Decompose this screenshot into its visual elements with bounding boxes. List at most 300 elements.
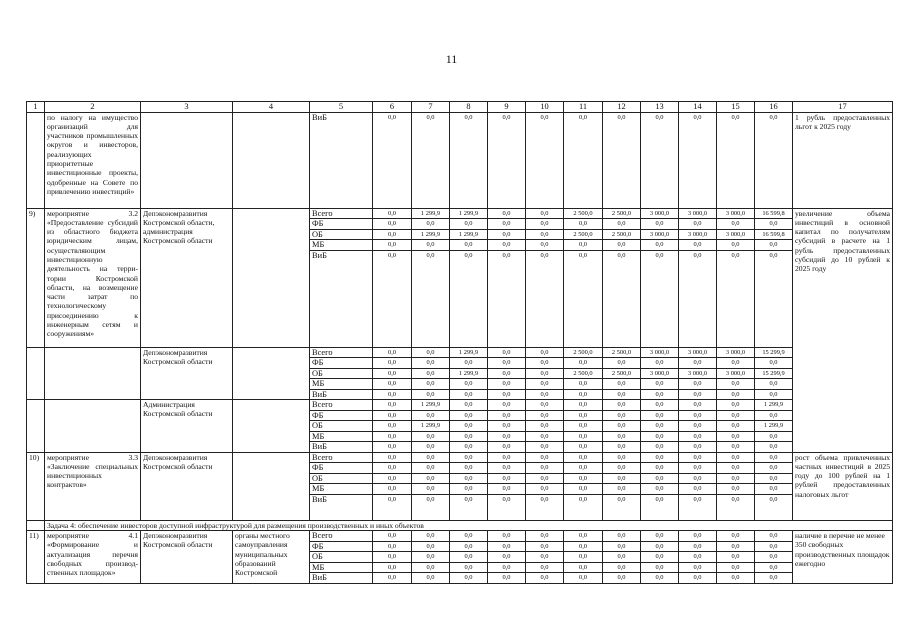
- value-cell: 0,0: [488, 552, 526, 563]
- value-cell: 0,0: [641, 494, 679, 520]
- value-cell: 3 000,0: [679, 229, 717, 240]
- value-cell: 0,0: [755, 112, 793, 208]
- value-cell: 0,0: [488, 229, 526, 240]
- value-cell: 0,0: [755, 473, 793, 484]
- value-cell: 0,0: [373, 400, 412, 411]
- value-cell: 0,0: [679, 473, 717, 484]
- value-cell: 0,0: [641, 484, 679, 495]
- value-cell: 3 000,0: [679, 208, 717, 219]
- value-cell: 3 000,0: [717, 229, 755, 240]
- value-cell: 0,0: [373, 541, 412, 552]
- value-cell: 0,0: [373, 240, 412, 251]
- value-cell: 0,0: [603, 431, 641, 442]
- value-cell: 0,0: [373, 219, 412, 230]
- value-cell: 0,0: [526, 442, 564, 453]
- value-cell: 0,0: [373, 250, 412, 347]
- value-cell: 0,0: [488, 494, 526, 520]
- value-cell: 1 299,9: [412, 421, 450, 432]
- value-cell: 0,0: [450, 219, 488, 230]
- value-cell: 1 299,9: [412, 400, 450, 411]
- value-cell: 0,0: [373, 463, 412, 474]
- value-cell: 0,0: [641, 410, 679, 421]
- row-number: 11): [27, 531, 45, 584]
- value-cell: 0,0: [717, 531, 755, 542]
- value-cell: 0,0: [564, 452, 603, 463]
- value-cell: 0,0: [755, 358, 793, 369]
- value-cell: 1 299,9: [450, 368, 488, 379]
- value-cell: 0,0: [755, 463, 793, 474]
- value-cell: 0,0: [717, 463, 755, 474]
- expected-result: наличие в перечне не менее 350 свободных производственных площадок ежегодно: [793, 531, 893, 584]
- executor: Депэкономразвития Костромской области: [141, 347, 233, 400]
- funding-type: ВиБ: [310, 112, 373, 208]
- value-cell: 0,0: [641, 531, 679, 542]
- value-cell: 2 500,0: [603, 229, 641, 240]
- value-cell: 0,0: [564, 494, 603, 520]
- measure-description: мероприятие 3.2 «Предоставление субсидий из областного бюджета юридическим лицам, осуществляющим инвестиционную деятельность на территории Костромской области, на возмещение части затрат по технологическому присоединению к инженерным сетям и сооружениям»: [45, 208, 141, 347]
- column-header: 7: [412, 102, 450, 113]
- row-number: 9): [27, 208, 45, 347]
- value-cell: 0,0: [450, 421, 488, 432]
- value-cell: 0,0: [641, 573, 679, 584]
- value-cell: 0,0: [603, 219, 641, 230]
- funding-type: ОБ: [310, 473, 373, 484]
- value-cell: 0,0: [755, 494, 793, 520]
- funding-type: ВиБ: [310, 494, 373, 520]
- value-cell: 0,0: [603, 463, 641, 474]
- value-cell: 16 599,8: [755, 229, 793, 240]
- funding-type: ОБ: [310, 552, 373, 563]
- value-cell: 0,0: [488, 463, 526, 474]
- value-cell: 1 299,9: [755, 421, 793, 432]
- value-cell: 0,0: [755, 389, 793, 400]
- value-cell: 0,0: [564, 552, 603, 563]
- column-header: 6: [373, 102, 412, 113]
- value-cell: 3 000,0: [679, 368, 717, 379]
- value-cell: 0,0: [488, 562, 526, 573]
- value-cell: 0,0: [564, 219, 603, 230]
- value-cell: 0,0: [603, 240, 641, 251]
- value-cell: 0,0: [679, 552, 717, 563]
- value-cell: 0,0: [412, 494, 450, 520]
- value-cell: 0,0: [564, 379, 603, 390]
- table-row: [27, 531, 893, 542]
- value-cell: 0,0: [641, 240, 679, 251]
- value-cell: 3 000,0: [641, 347, 679, 358]
- value-cell: 0,0: [373, 347, 412, 358]
- value-cell: 0,0: [717, 562, 755, 573]
- value-cell: 0,0: [717, 552, 755, 563]
- value-cell: 0,0: [526, 389, 564, 400]
- funding-type: МБ: [310, 562, 373, 573]
- value-cell: 0,0: [603, 541, 641, 552]
- value-cell: 0,0: [564, 431, 603, 442]
- value-cell: 0,0: [526, 484, 564, 495]
- value-cell: 0,0: [564, 112, 603, 208]
- funding-type: МБ: [310, 431, 373, 442]
- value-cell: 0,0: [717, 112, 755, 208]
- value-cell: 0,0: [412, 347, 450, 358]
- value-cell: 0,0: [603, 562, 641, 573]
- funding-type: ОБ: [310, 421, 373, 432]
- funding-type: Всего: [310, 452, 373, 463]
- value-cell: 0,0: [488, 531, 526, 542]
- value-cell: 0,0: [488, 250, 526, 347]
- value-cell: 0,0: [373, 552, 412, 563]
- value-cell: 0,0: [450, 473, 488, 484]
- funding-type: ОБ: [310, 229, 373, 240]
- value-cell: 0,0: [564, 541, 603, 552]
- value-cell: 2 500,0: [603, 208, 641, 219]
- value-cell: 0,0: [526, 473, 564, 484]
- value-cell: 0,0: [412, 358, 450, 369]
- funding-type: ФБ: [310, 463, 373, 474]
- value-cell: 0,0: [488, 442, 526, 453]
- value-cell: 0,0: [755, 442, 793, 453]
- value-cell: 0,0: [603, 552, 641, 563]
- value-cell: 0,0: [679, 573, 717, 584]
- value-cell: 3 000,0: [717, 208, 755, 219]
- column-header: 10: [526, 102, 564, 113]
- value-cell: 1 299,9: [450, 347, 488, 358]
- value-cell: 2 500,0: [564, 368, 603, 379]
- value-cell: 0,0: [450, 541, 488, 552]
- value-cell: 0,0: [755, 219, 793, 230]
- value-cell: 0,0: [755, 562, 793, 573]
- value-cell: 0,0: [488, 421, 526, 432]
- value-cell: 0,0: [526, 112, 564, 208]
- value-cell: 0,0: [373, 562, 412, 573]
- value-cell: 0,0: [412, 473, 450, 484]
- value-cell: 0,0: [755, 250, 793, 347]
- value-cell: 0,0: [564, 463, 603, 474]
- table-row: [27, 208, 893, 219]
- value-cell: 0,0: [488, 431, 526, 442]
- value-cell: 0,0: [488, 112, 526, 208]
- value-cell: 0,0: [717, 431, 755, 442]
- value-cell: 0,0: [679, 358, 717, 369]
- funding-type: Всего: [310, 208, 373, 219]
- funding-type: ФБ: [310, 219, 373, 230]
- value-cell: 0,0: [603, 494, 641, 520]
- value-cell: 0,0: [717, 389, 755, 400]
- value-cell: 0,0: [526, 229, 564, 240]
- value-cell: 0,0: [526, 219, 564, 230]
- value-cell: 0,0: [641, 389, 679, 400]
- value-cell: 0,0: [450, 494, 488, 520]
- value-cell: 0,0: [755, 240, 793, 251]
- value-cell: 0,0: [564, 562, 603, 573]
- value-cell: 0,0: [755, 484, 793, 495]
- value-cell: 0,0: [564, 484, 603, 495]
- value-cell: 0,0: [755, 410, 793, 421]
- value-cell: 0,0: [603, 452, 641, 463]
- value-cell: 3 000,0: [717, 347, 755, 358]
- value-cell: 0,0: [755, 431, 793, 442]
- value-cell: 0,0: [641, 112, 679, 208]
- value-cell: 0,0: [641, 463, 679, 474]
- funding-type: ВиБ: [310, 389, 373, 400]
- value-cell: 3 000,0: [641, 229, 679, 240]
- value-cell: 0,0: [450, 250, 488, 347]
- value-cell: 0,0: [526, 410, 564, 421]
- value-cell: 0,0: [450, 562, 488, 573]
- value-cell: 0,0: [488, 208, 526, 219]
- table-row: [27, 112, 893, 208]
- funding-type: ФБ: [310, 541, 373, 552]
- value-cell: 0,0: [679, 112, 717, 208]
- value-cell: 0,0: [679, 400, 717, 411]
- co-executor: органы местного самоуправления муниципальных образований Костромской: [233, 531, 310, 584]
- value-cell: 0,0: [488, 573, 526, 584]
- value-cell: 0,0: [603, 389, 641, 400]
- value-cell: 0,0: [564, 531, 603, 542]
- expected-result: рост объема привлеченных частных инвестиций в 2025 году до 100 рублей на 1 рублей предоставленных налоговых льгот: [793, 452, 893, 520]
- value-cell: 0,0: [450, 442, 488, 453]
- value-cell: 0,0: [679, 463, 717, 474]
- column-header: 9: [488, 102, 526, 113]
- value-cell: 0,0: [679, 389, 717, 400]
- value-cell: 1 299,9: [450, 208, 488, 219]
- value-cell: 0,0: [564, 410, 603, 421]
- value-cell: 0,0: [641, 473, 679, 484]
- column-header: 16: [755, 102, 793, 113]
- value-cell: 0,0: [488, 368, 526, 379]
- value-cell: 0,0: [526, 494, 564, 520]
- value-cell: 1 299,9: [450, 229, 488, 240]
- value-cell: 0,0: [603, 531, 641, 542]
- value-cell: 0,0: [488, 541, 526, 552]
- value-cell: 0,0: [641, 562, 679, 573]
- value-cell: 0,0: [603, 410, 641, 421]
- value-cell: 15 299,9: [755, 347, 793, 358]
- funding-type: ОБ: [310, 368, 373, 379]
- value-cell: 0,0: [755, 541, 793, 552]
- value-cell: 0,0: [603, 484, 641, 495]
- value-cell: 0,0: [412, 573, 450, 584]
- value-cell: 0,0: [679, 421, 717, 432]
- value-cell: 0,0: [717, 484, 755, 495]
- value-cell: 0,0: [412, 562, 450, 573]
- value-cell: 0,0: [564, 400, 603, 411]
- funding-type: ФБ: [310, 358, 373, 369]
- table-row: [27, 452, 893, 463]
- value-cell: 0,0: [373, 358, 412, 369]
- value-cell: 0,0: [679, 219, 717, 230]
- value-cell: 0,0: [373, 368, 412, 379]
- value-cell: 0,0: [526, 562, 564, 573]
- value-cell: 0,0: [450, 552, 488, 563]
- value-cell: 0,0: [755, 552, 793, 563]
- value-cell: 0,0: [641, 552, 679, 563]
- value-cell: 0,0: [717, 410, 755, 421]
- table-row: [27, 400, 893, 411]
- value-cell: 0,0: [526, 552, 564, 563]
- value-cell: 0,0: [564, 473, 603, 484]
- value-cell: 0,0: [679, 431, 717, 442]
- value-cell: 0,0: [679, 541, 717, 552]
- value-cell: 0,0: [373, 573, 412, 584]
- value-cell: 0,0: [679, 250, 717, 347]
- column-header: 13: [641, 102, 679, 113]
- program-table: [26, 101, 893, 584]
- value-cell: 0,0: [717, 250, 755, 347]
- value-cell: 0,0: [450, 389, 488, 400]
- value-cell: 0,0: [488, 347, 526, 358]
- value-cell: 0,0: [526, 400, 564, 411]
- value-cell: 0,0: [450, 112, 488, 208]
- value-cell: 0,0: [488, 219, 526, 230]
- executor: Депэкономразвития Костромской области: [141, 531, 233, 584]
- value-cell: 0,0: [603, 473, 641, 484]
- measure-description: мероприятие 3.3 «Заключение специальных инвестиционных контрактов»: [45, 452, 141, 520]
- value-cell: 0,0: [603, 573, 641, 584]
- value-cell: 3 000,0: [641, 368, 679, 379]
- value-cell: 0,0: [373, 229, 412, 240]
- value-cell: 0,0: [526, 541, 564, 552]
- value-cell: 0,0: [679, 410, 717, 421]
- value-cell: 0,0: [373, 442, 412, 453]
- value-cell: 1 299,9: [412, 208, 450, 219]
- value-cell: 0,0: [717, 452, 755, 463]
- value-cell: 0,0: [679, 452, 717, 463]
- value-cell: 0,0: [450, 531, 488, 542]
- value-cell: 0,0: [679, 484, 717, 495]
- value-cell: 0,0: [488, 379, 526, 390]
- value-cell: 0,0: [717, 219, 755, 230]
- value-cell: 0,0: [755, 452, 793, 463]
- header-row: [27, 102, 893, 113]
- value-cell: 0,0: [526, 531, 564, 542]
- value-cell: 0,0: [641, 541, 679, 552]
- funding-type: МБ: [310, 484, 373, 495]
- value-cell: 0,0: [373, 494, 412, 520]
- value-cell: 0,0: [412, 368, 450, 379]
- value-cell: 0,0: [717, 494, 755, 520]
- value-cell: 0,0: [564, 358, 603, 369]
- value-cell: 0,0: [488, 484, 526, 495]
- column-header: 4: [233, 102, 310, 113]
- value-cell: 0,0: [450, 484, 488, 495]
- value-cell: 0,0: [717, 240, 755, 251]
- value-cell: 2 500,0: [564, 208, 603, 219]
- value-cell: 0,0: [412, 250, 450, 347]
- value-cell: 0,0: [488, 240, 526, 251]
- value-cell: 0,0: [412, 431, 450, 442]
- value-cell: 15 299,9: [755, 368, 793, 379]
- measure-description: мероприятие 4.1 «Формирование и актуализация перечня свободных производственных площадок»: [45, 531, 141, 584]
- funding-type: Всего: [310, 531, 373, 542]
- table-row: [27, 347, 893, 358]
- value-cell: 0,0: [450, 573, 488, 584]
- funding-type: МБ: [310, 240, 373, 251]
- value-cell: 0,0: [450, 379, 488, 390]
- task-row: [27, 520, 893, 531]
- value-cell: 0,0: [564, 389, 603, 400]
- value-cell: 0,0: [412, 219, 450, 230]
- value-cell: 0,0: [603, 400, 641, 411]
- value-cell: 0,0: [412, 379, 450, 390]
- value-cell: 0,0: [755, 531, 793, 542]
- column-header: 5: [310, 102, 373, 113]
- funding-type: ВиБ: [310, 442, 373, 453]
- value-cell: 0,0: [412, 112, 450, 208]
- funding-type: Всего: [310, 347, 373, 358]
- value-cell: 0,0: [564, 250, 603, 347]
- value-cell: 0,0: [564, 421, 603, 432]
- value-cell: 0,0: [755, 379, 793, 390]
- value-cell: 0,0: [526, 358, 564, 369]
- value-cell: 0,0: [373, 208, 412, 219]
- value-cell: 0,0: [641, 219, 679, 230]
- value-cell: 0,0: [603, 379, 641, 390]
- value-cell: 0,0: [679, 240, 717, 251]
- value-cell: 2 500,0: [603, 347, 641, 358]
- column-header: 1: [27, 102, 45, 113]
- value-cell: 0,0: [450, 400, 488, 411]
- value-cell: 0,0: [717, 541, 755, 552]
- value-cell: 0,0: [450, 240, 488, 251]
- value-cell: 0,0: [488, 452, 526, 463]
- value-cell: 0,0: [717, 379, 755, 390]
- value-cell: 0,0: [450, 358, 488, 369]
- value-cell: 0,0: [641, 431, 679, 442]
- value-cell: 0,0: [412, 410, 450, 421]
- value-cell: 0,0: [603, 358, 641, 369]
- value-cell: 0,0: [373, 410, 412, 421]
- value-cell: 0,0: [373, 431, 412, 442]
- value-cell: 0,0: [603, 421, 641, 432]
- column-header: 17: [793, 102, 893, 113]
- value-cell: 0,0: [564, 573, 603, 584]
- value-cell: 0,0: [488, 473, 526, 484]
- funding-type: МБ: [310, 379, 373, 390]
- column-header: 11: [564, 102, 603, 113]
- value-cell: 0,0: [412, 484, 450, 495]
- value-cell: 0,0: [526, 573, 564, 584]
- value-cell: 0,0: [641, 379, 679, 390]
- value-cell: 0,0: [412, 531, 450, 542]
- value-cell: 0,0: [679, 531, 717, 542]
- value-cell: 3 000,0: [641, 208, 679, 219]
- value-cell: 0,0: [526, 368, 564, 379]
- value-cell: 0,0: [679, 379, 717, 390]
- value-cell: 0,0: [373, 484, 412, 495]
- executor: Депэкономразвития Костромской области: [141, 452, 233, 520]
- page-number: 11: [445, 52, 458, 66]
- value-cell: 2 500,0: [603, 368, 641, 379]
- funding-type: ВиБ: [310, 250, 373, 347]
- value-cell: 0,0: [641, 250, 679, 347]
- value-cell: 0,0: [488, 400, 526, 411]
- task-heading: Задача 4: обеспечение инвесторов доступной инфраструктурой для размещения производственных и иных объектов: [45, 520, 893, 531]
- value-cell: 0,0: [603, 112, 641, 208]
- value-cell: 0,0: [450, 410, 488, 421]
- value-cell: 0,0: [373, 473, 412, 484]
- column-header: 15: [717, 102, 755, 113]
- value-cell: 0,0: [526, 421, 564, 432]
- funding-type: ВиБ: [310, 573, 373, 584]
- column-header: 14: [679, 102, 717, 113]
- funding-type: Всего: [310, 400, 373, 411]
- value-cell: 0,0: [373, 112, 412, 208]
- expected-result: 1 рубль предоставленных льгот к 2025 году: [793, 112, 893, 208]
- value-cell: 0,0: [526, 208, 564, 219]
- value-cell: 0,0: [412, 442, 450, 453]
- value-cell: 0,0: [526, 240, 564, 251]
- value-cell: 0,0: [373, 379, 412, 390]
- value-cell: 2 500,0: [564, 229, 603, 240]
